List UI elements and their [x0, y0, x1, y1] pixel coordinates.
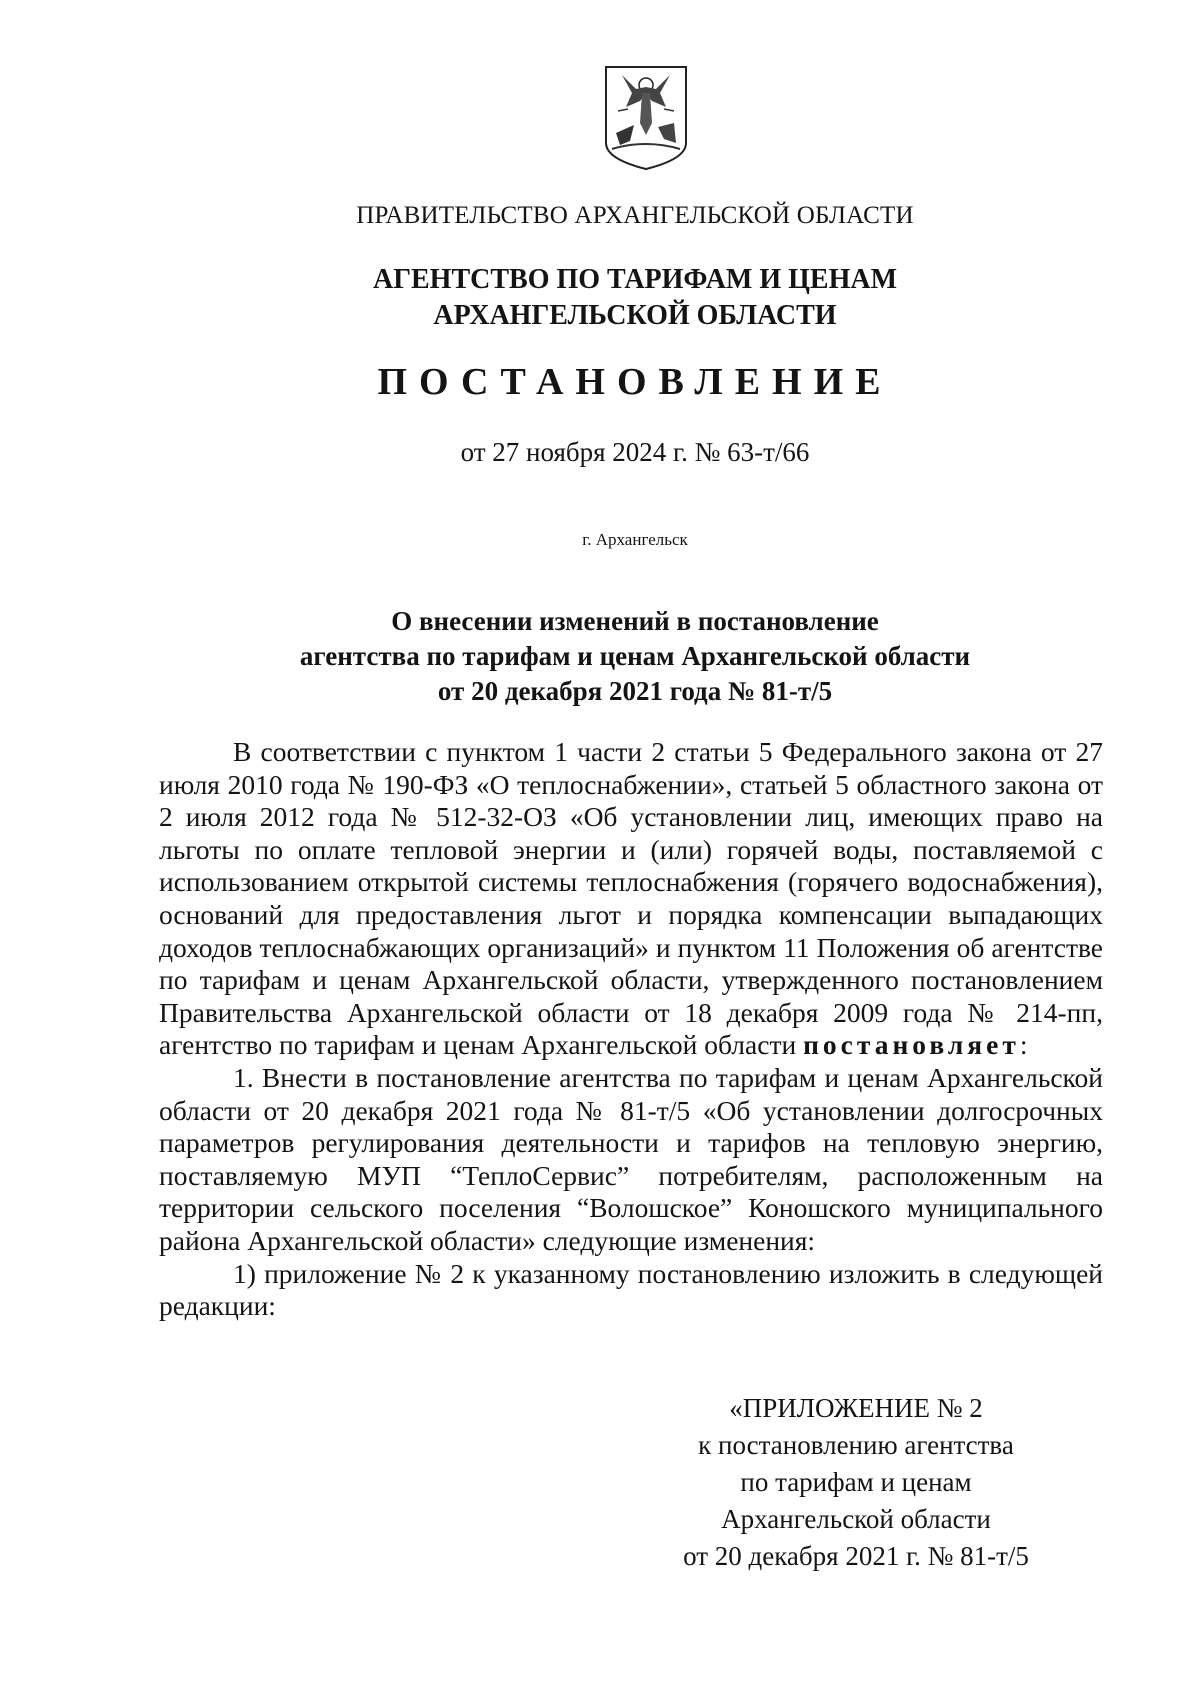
agency-name-line2: АРХАНГЕЛЬСКОЙ ОБЛАСТИ [433, 300, 837, 331]
subject-line3: от 20 декабря 2021 года № 81-т/5 [437, 676, 833, 706]
subject-line1: О внесении изменений в постановление [391, 606, 879, 636]
item-1-1-paragraph: 1) приложение № 2 к указанному постановлению изложить в следующей редакции: [159, 1257, 1103, 1322]
document-body [159, 736, 1103, 1323]
agency-name [0, 262, 1200, 334]
document-city: г. Архангельск [582, 530, 688, 549]
agency-name-line1: АГЕНТСТВО ПО ТАРИФАМ И ЦЕНАМ [372, 264, 898, 295]
annex-header [660, 1390, 1052, 1575]
coat-of-arms-emblem [602, 63, 690, 173]
item-1-paragraph: 1. Внести в постановление агентства по тарифам и ценам Архангельской области от 20 декабря 2021 года № 81-т/5 «Об установлении долгосрочных параметров регулирования деятельности и тарифов на тепловую энергию, поставляемую МУП “ТеплоСервис” потребителям, расположенным на территории сельского поселения “Волошское” Коношского муниципального района Архангельской области» следующие изменения: [159, 1061, 1103, 1256]
annex-line1: «ПРИЛОЖЕНИЕ № 2 [729, 1393, 983, 1423]
document-type: ПОСТАНОВЛЕНИЕ [377, 361, 893, 403]
annex-line5: от 20 декабря 2021 г. № 81-т/5 [683, 1541, 1029, 1571]
document-date-number: от 27 ноября 2024 г. № 63-т/66 [460, 437, 810, 467]
preamble-paragraph [159, 736, 1103, 1062]
document-subject [0, 604, 1200, 709]
annex-line2: к постановлению агентства [698, 1430, 1014, 1460]
annex-line3: по тарифам и ценам [740, 1467, 972, 1497]
decree-word: постановляет [803, 1029, 1020, 1061]
preamble-text: В соответствии с пунктом 1 части 2 статьи 5 Федерального закона от 27 июля 2010 года № 190-ФЗ «О теплоснабжении», статьей 5 областного закона от 2 июля 2012 года № 512-32-ОЗ «Об установлении лиц, имеющих право на льготы по оплате тепловой энергии и (или) горячей воды, поставляемой с использованием открытой системы теплоснабжения (горячего водоснабжения), оснований для предоставления льгот и порядка компенсации выпадающих доходов теплоснабжающих организаций» и пунктом 11 Положения об агентстве по тарифам и ценам Архангельской области, утвержденного постановлением Правительства Архангельской области от 18 декабря 2009 года № 214-пп, агентство по тарифам и ценам Архангельской области [159, 736, 1103, 1061]
subject-line2: агентства по тарифам и ценам Архангельской области [299, 641, 971, 671]
annex-line4: Архангельской области [721, 1504, 991, 1534]
government-name: ПРАВИТЕЛЬСТВО АРХАНГЕЛЬСКОЙ ОБЛАСТИ [356, 202, 914, 229]
decree-punct: : [1019, 1029, 1028, 1061]
